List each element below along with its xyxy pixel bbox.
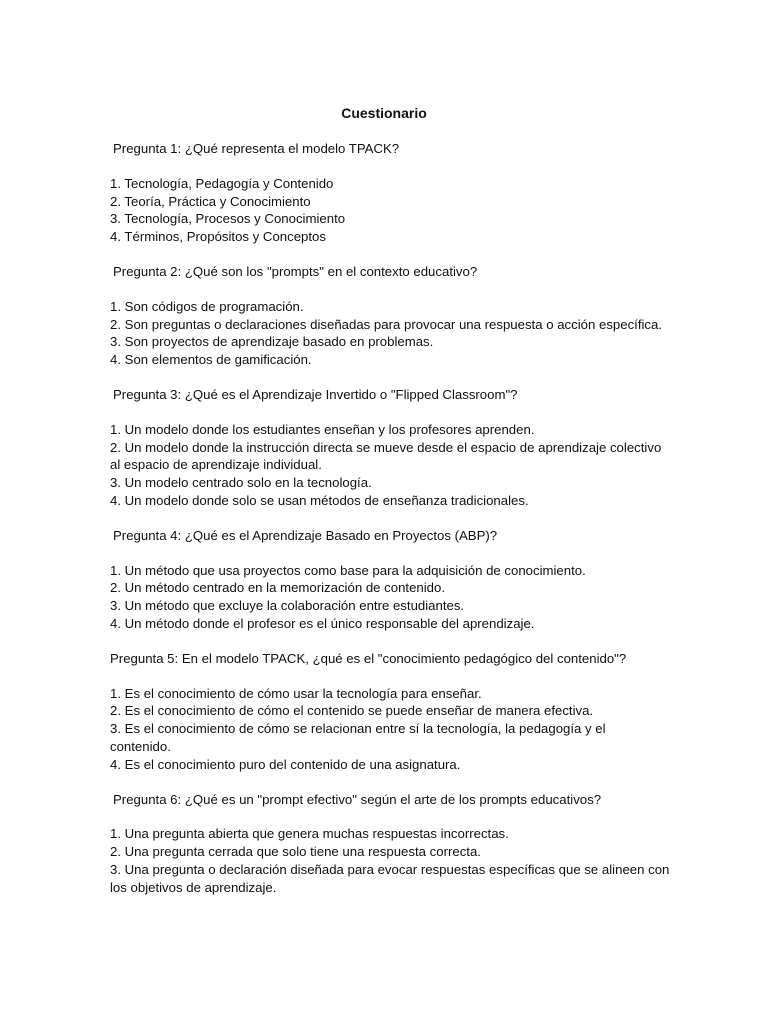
option-item: 4. Términos, Propósitos y Conceptos	[110, 229, 326, 245]
question-6	[110, 791, 670, 897]
option-item: 3. Un modelo centrado solo en la tecnología.	[110, 475, 372, 491]
option-item: 2. Un método centrado en la memorización de contenido.	[110, 580, 446, 596]
option-list	[110, 298, 670, 369]
question-1	[110, 140, 670, 246]
option-list	[110, 175, 670, 246]
option-item: 1. Un modelo donde los estudiantes enseñan y los profesores aprenden.	[110, 421, 535, 437]
question-text: Pregunta 6: ¿Qué es un "prompt efectivo" según el arte de los prompts educativos?	[113, 791, 602, 807]
option-list	[110, 421, 670, 510]
option-item: 1. Son códigos de programación.	[110, 298, 304, 314]
option-item: 3. Una pregunta o declaración diseñada para evocar respuestas específicas que se alineen con los objetivos de aprendizaje.	[110, 861, 670, 895]
question-2	[110, 263, 670, 369]
option-list	[110, 562, 670, 633]
option-item: 1. Tecnología, Pedagogía y Contenido	[110, 175, 334, 191]
option-item: 4. Son elementos de gamificación.	[110, 352, 312, 368]
option-item: 3. Tecnología, Procesos y Conocimiento	[110, 211, 346, 227]
question-3	[110, 386, 670, 510]
option-list	[110, 685, 670, 774]
question-text: Pregunta 2: ¿Qué son los "prompts" en el contexto educativo?	[113, 263, 478, 279]
option-list	[110, 825, 670, 896]
option-item: 2. Un modelo donde la instrucción directa se mueve desde el espacio de aprendizaje colectivo al espacio de aprendizaje individual.	[110, 439, 662, 473]
option-item: 1. Es el conocimiento de cómo usar la tecnología para enseñar.	[110, 685, 482, 701]
question-5	[110, 650, 670, 774]
question-text: Pregunta 1: ¿Qué representa el modelo TPACK?	[113, 141, 400, 156]
option-item: 2. Son preguntas o declaraciones diseñadas para provocar una respuesta o acción específica.	[110, 316, 663, 332]
option-item: 3. Son proyectos de aprendizaje basado en problemas.	[110, 334, 434, 350]
option-item: 2. Teoría, Práctica y Conocimiento	[110, 193, 311, 209]
question-list	[110, 140, 670, 897]
option-item: 1. Un método que usa proyectos como base para la adquisición de conocimiento.	[110, 562, 586, 578]
page-title: Cuestionario	[341, 105, 427, 121]
question-text: Pregunta 4: ¿Qué es el Aprendizaje Basado en Proyectos (ABP)?	[113, 527, 498, 543]
question-4	[110, 527, 670, 633]
option-item: 4. Es el conocimiento puro del contenido de una asignatura.	[110, 756, 461, 772]
question-text: Pregunta 3: ¿Qué es el Aprendizaje Invertido o "Flipped Classroom"?	[113, 386, 518, 402]
option-item: 4. Un modelo donde solo se usan métodos de enseñanza tradicionales.	[110, 492, 529, 508]
option-item: 2. Es el conocimiento de cómo el contenido se puede enseñar de manera efectiva.	[110, 703, 594, 719]
option-item: 2. Una pregunta cerrada que solo tiene una respuesta correcta.	[110, 844, 481, 860]
option-item: 1. Una pregunta abierta que genera muchas respuestas incorrectas.	[110, 826, 509, 842]
question-text: Pregunta 5: En el modelo TPACK, ¿qué es el "conocimiento pedagógico del contenido"?	[110, 650, 627, 666]
option-item: 3. Un método que excluye la colaboración entre estudiantes.	[110, 598, 465, 614]
option-item: 4. Un método donde el profesor es el único responsable del aprendizaje.	[110, 615, 535, 631]
option-item: 3. Es el conocimiento de cómo se relacionan entre sí la tecnología, la pedagogía y el contenido.	[110, 721, 606, 754]
